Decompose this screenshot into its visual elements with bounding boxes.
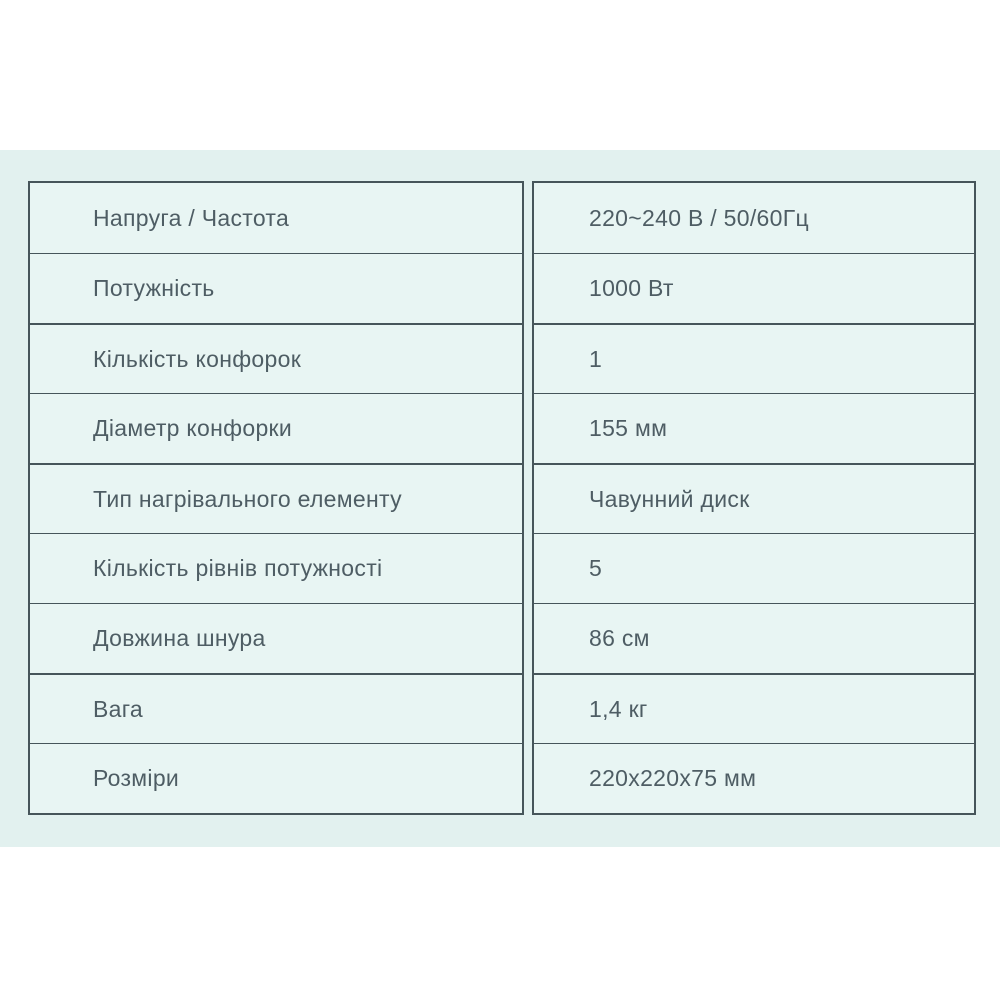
table-row bbox=[534, 533, 974, 603]
table-row bbox=[534, 463, 974, 533]
table-row bbox=[30, 253, 522, 323]
spec-values-column bbox=[532, 181, 976, 815]
table-row bbox=[30, 183, 522, 253]
spec-label: Напруга / Частота bbox=[93, 204, 290, 231]
table-row bbox=[30, 603, 522, 673]
table-row bbox=[534, 603, 974, 673]
table-row bbox=[30, 673, 522, 743]
table-row bbox=[30, 533, 522, 603]
spec-value: 220~240 В / 50/60Гц bbox=[589, 204, 809, 231]
spec-value: 1 bbox=[589, 345, 603, 372]
table-row bbox=[534, 323, 974, 393]
spec-label: Довжина шнура bbox=[93, 625, 266, 651]
spec-value: 1,4 кг bbox=[589, 695, 648, 722]
spec-value: 220х220х75 мм bbox=[589, 765, 757, 791]
table-row bbox=[534, 393, 974, 463]
table-row bbox=[534, 183, 974, 253]
spec-label: Кількість конфорок bbox=[93, 345, 302, 372]
spec-label: Діаметр конфорки bbox=[93, 415, 293, 441]
spec-label: Розміри bbox=[93, 765, 180, 791]
table-row bbox=[30, 393, 522, 463]
table-row bbox=[30, 743, 522, 813]
table-row bbox=[30, 463, 522, 533]
spec-label: Потужність bbox=[93, 275, 215, 301]
table-row bbox=[534, 743, 974, 813]
table-row bbox=[30, 323, 522, 393]
spec-label: Тип нагрівального елементу bbox=[93, 485, 402, 512]
spec-label: Кількість рівнів потужності bbox=[93, 555, 383, 581]
table-row bbox=[534, 253, 974, 323]
spec-labels-column bbox=[28, 181, 524, 815]
table-row bbox=[534, 673, 974, 743]
spec-value: Чавунний диск bbox=[589, 485, 750, 512]
spec-label: Вага bbox=[93, 695, 144, 722]
specs-panel bbox=[0, 150, 1000, 847]
spec-value: 86 см bbox=[589, 625, 650, 651]
spec-table bbox=[28, 181, 976, 815]
spec-value: 1000 Вт bbox=[589, 275, 674, 301]
spec-value: 155 мм bbox=[589, 415, 668, 441]
spec-value: 5 bbox=[589, 555, 603, 581]
